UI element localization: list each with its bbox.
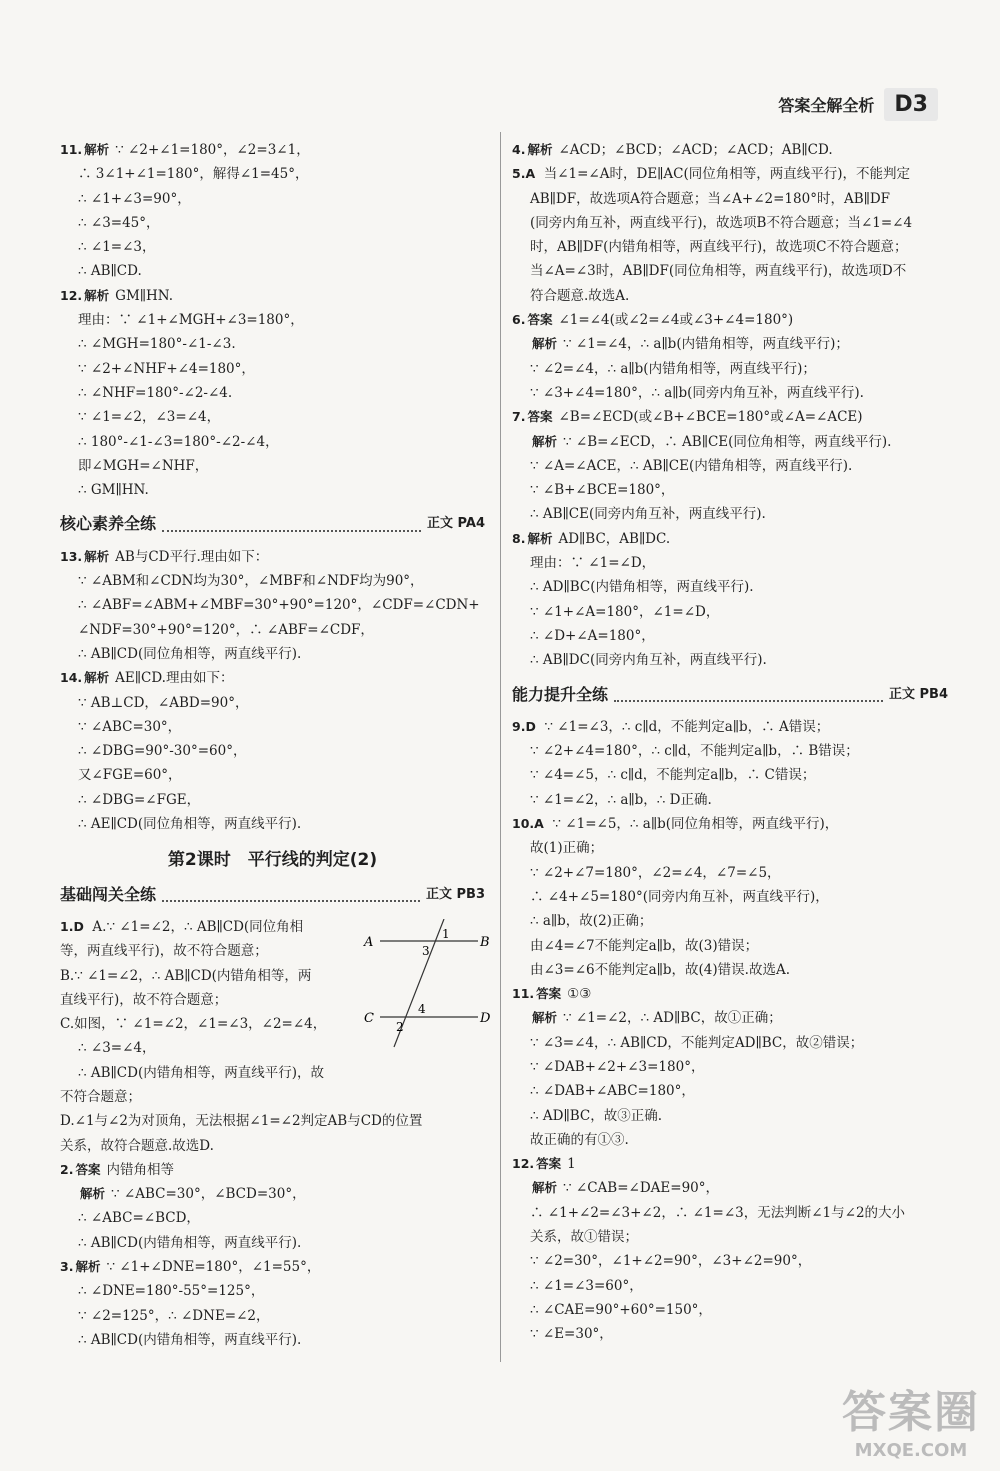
page-badge: D3 — [884, 88, 938, 121]
section-heading-basic: 基础闯关全练 正文 PB3 — [60, 884, 485, 904]
right-column — [512, 138, 948, 1347]
answer-5: 5.A 当∠1=∠A时，DE∥AC(同位角相等，两直线平行)，不能判定 AB∥DF，故选项A符合题意；当∠A+∠2=180°时，AB∥DF (同旁内角互补，两直线平行)，故选项B不符合题意；当∠1=∠4 时，AB∥DF(内错角相等，两直线平行)，故选项C不符合题意； 当∠A=∠3时，AB∥DF(同位角相等，两直线平行)，故选项D不 符合题意.故选A. — [512, 166, 913, 304]
answer-7: 7. 答案 ∠B=∠ECD(或∠B+∠BCE=180°或∠A=∠ACE) 解析 ∵ ∠B=∠ECD，∴ AB∥CE(同位角相等，两直线平行). ∵ ∠A=∠ACE，∴ AB∥CE(内错角相等，两直线平行). ∵ ∠B+∠BCE=180°， ∴ AB∥CE(同旁内角互补，两直线平行). — [512, 409, 892, 523]
parallel-lines-figure — [360, 919, 490, 1049]
svg-text:2: 2 — [396, 1019, 404, 1034]
svg-text:B: B — [480, 934, 490, 950]
answer-14: 14. 解析 AE∥CD.理由如下： ∵ AB⊥CD，∠ABD=90°， ∵ ∠ABC=30°， ∴ ∠DBG=90°-30°=60°， 又∠FGE=60°， ∴ ∠DBG=∠FGE， ∴ AE∥CD(同位角相等，两直线平行). — [60, 670, 302, 833]
answer-11: 11. 解析 ∵ ∠2+∠1=180°，∠2=3∠1， ∴ 3∠1+∠1=180°，解得∠1=45°， ∴ ∠1+∠3=90°， ∴ ∠3=45°， ∴ ∠1=∠3， ∴ AB∥CD. — [60, 142, 310, 280]
watermark-logo: 答案圈 MXQE.COM — [842, 1387, 980, 1461]
svg-text:4: 4 — [418, 1001, 426, 1016]
section-heading-advanced: 能力提升全练 正文 PB4 — [512, 684, 948, 704]
header-title: 答案全解全析 — [778, 96, 875, 115]
section-heading-core: 核心素养全练 正文 PA4 — [60, 514, 485, 534]
svg-text:D: D — [480, 1010, 490, 1026]
answer-6: 6. 答案 ∠1=∠4(或∠2=∠4或∠3+∠4=180°) 解析 ∵ ∠1=∠4，∴ a∥b(内错角相等，两直线平行)； ∵ ∠2=∠4，∴ a∥b(内错角相等，两直线平行)； ∵ ∠3+∠4=180°，∴ a∥b(同旁内角互补，两直线平行). — [512, 312, 864, 401]
svg-text:1: 1 — [442, 926, 450, 941]
answer-3: 3. 解析 ∵ ∠1+∠DNE=180°，∠1=55°， ∴ ∠DNE=180°-55°=125°， ∵ ∠2=125°，∴ ∠DNE=∠2， ∴ AB∥CD(内错角相等，两直线平行). — [60, 1259, 321, 1348]
svg-text:A: A — [364, 934, 374, 950]
lesson-title: 第2课时 平行线的判定(2) — [167, 850, 378, 871]
column-divider — [500, 132, 501, 1362]
answer-2: 2. 答案 内错角相等 解析 ∵ ∠ABC=30°，∠BCD=30°， ∴ ∠ABC=∠BCD， ∴ AB∥CD(内错角相等，两直线平行). — [60, 1161, 306, 1251]
answer-12: 12. 解析 GM∥HN. 理由：∵ ∠1+∠MGH+∠3=180°， ∴ ∠MGH=180°-∠1-∠3. ∵ ∠2+∠NHF+∠4=180°， ∴ ∠NHF=180°-∠2-∠4. ∵ ∠1=∠2，∠3=∠4， ∴ 180°-∠1-∠3=180°-∠2-∠4， 即∠MGH=∠NHF， ∴ GM∥HN. — [60, 287, 304, 499]
answer-9: 9.D ∵ ∠1=∠3，∴ c∥d，不能判定a∥b，∴ A错误； ∵ ∠2+∠4=180°，∴ c∥d，不能判定a∥b，∴ B错误； ∵ ∠4=∠5，∴ c∥d，不能判定a∥b，∴ C错误； ∵ ∠1=∠2，∴ a∥b，∴ D正确. — [512, 718, 859, 808]
answer-11-right: 11. 答案 ①③ 解析 ∵ ∠1=∠2，∴ AD∥BC，故①正确； ∵ ∠3=∠4，∴ AB∥CD，不能判定AD∥BC，故②错误； ∵ ∠DAB+∠2+∠3=180°， ∴ ∠DAB+∠ABC=180°， ∴ AD∥BC，故③正确. 故正确的有①③. — [512, 986, 864, 1148]
left-column — [60, 138, 490, 1352]
answer-1: 1.D A.∵ ∠1=∠2，∴ AB∥CD(同位角相 等，两直线平行)，故不符合题意； B.∵ ∠1=∠2，∴ AB∥CD(内错角相等，两 直线平行)，故不符合题意； C.如图，∵ ∠1=∠2，∠1=∠3，∠2=∠4， ∴ ∠3=∠4， ∴ AB∥CD(内错角相等，两直线平行)，故 不符合题意； D.∠1与∠2为对顶角，无法根据∠1=∠2判定AB与CD的位置 关系，故符合题意.故选D. A B C D 1 3 4 2 — [60, 918, 490, 1154]
page-header — [778, 88, 938, 121]
answer-12-right: 12. 答案 1 解析 ∵ ∠CAB=∠DAE=90°， ∴ ∠1+∠2=∠3+∠2，∴ ∠1=∠3，无法判断∠1与∠2的大小 关系，故①错误； ∵ ∠2=30°，∠1+∠2=90°，∠3+∠2=90°， ∴ ∠1=∠3=60°， ∴ ∠CAE=90°+60°=150°， ∵ ∠E=30°， — [512, 1156, 906, 1343]
answer-4: 4. 解析 ∠ACD；∠BCD；∠ACD；∠ACD；AB∥CD. — [512, 142, 833, 158]
svg-text:C: C — [364, 1010, 374, 1026]
svg-text:3: 3 — [422, 943, 430, 958]
answer-13: 13. 解析 AB与CD平行.理由如下： ∵ ∠ABM和∠CDN均为30°，∠MBF和∠NDF均为90°， ∴ ∠ABF=∠ABM+∠MBF=30°+90°=120°，∠CDF=∠CDN+ ∠NDF=30°+90°=120°，∴ ∠ABF=∠CDF， ∴ AB∥CD(同位角相等，两直线平行). — [60, 548, 480, 662]
answer-10: 10.A ∵ ∠1=∠5，∴ a∥b(同位角相等，两直线平行)， 故(1)正确； ∵ ∠2+∠7=180°，∠2=∠4，∠7=∠5， ∴ ∠4+∠5=180°(同旁内角互补，两直线平行)， ∴ a∥b，故(2)正确； 由∠4=∠7不能判定a∥b，故(3)错误； 由∠3=∠6不能判定a∥b，故(4)错误.故选A. — [512, 816, 839, 978]
answer-8: 8. 解析 AD∥BC，AB∥DC. 理由：∵ ∠1=∠D， ∴ AD∥BC(内错角相等，两直线平行). ∵ ∠1+∠A=180°，∠1=∠D， ∴ ∠D+∠A=180°， ∴ AB∥DC(同旁内角互补，两直线平行). — [512, 530, 767, 669]
